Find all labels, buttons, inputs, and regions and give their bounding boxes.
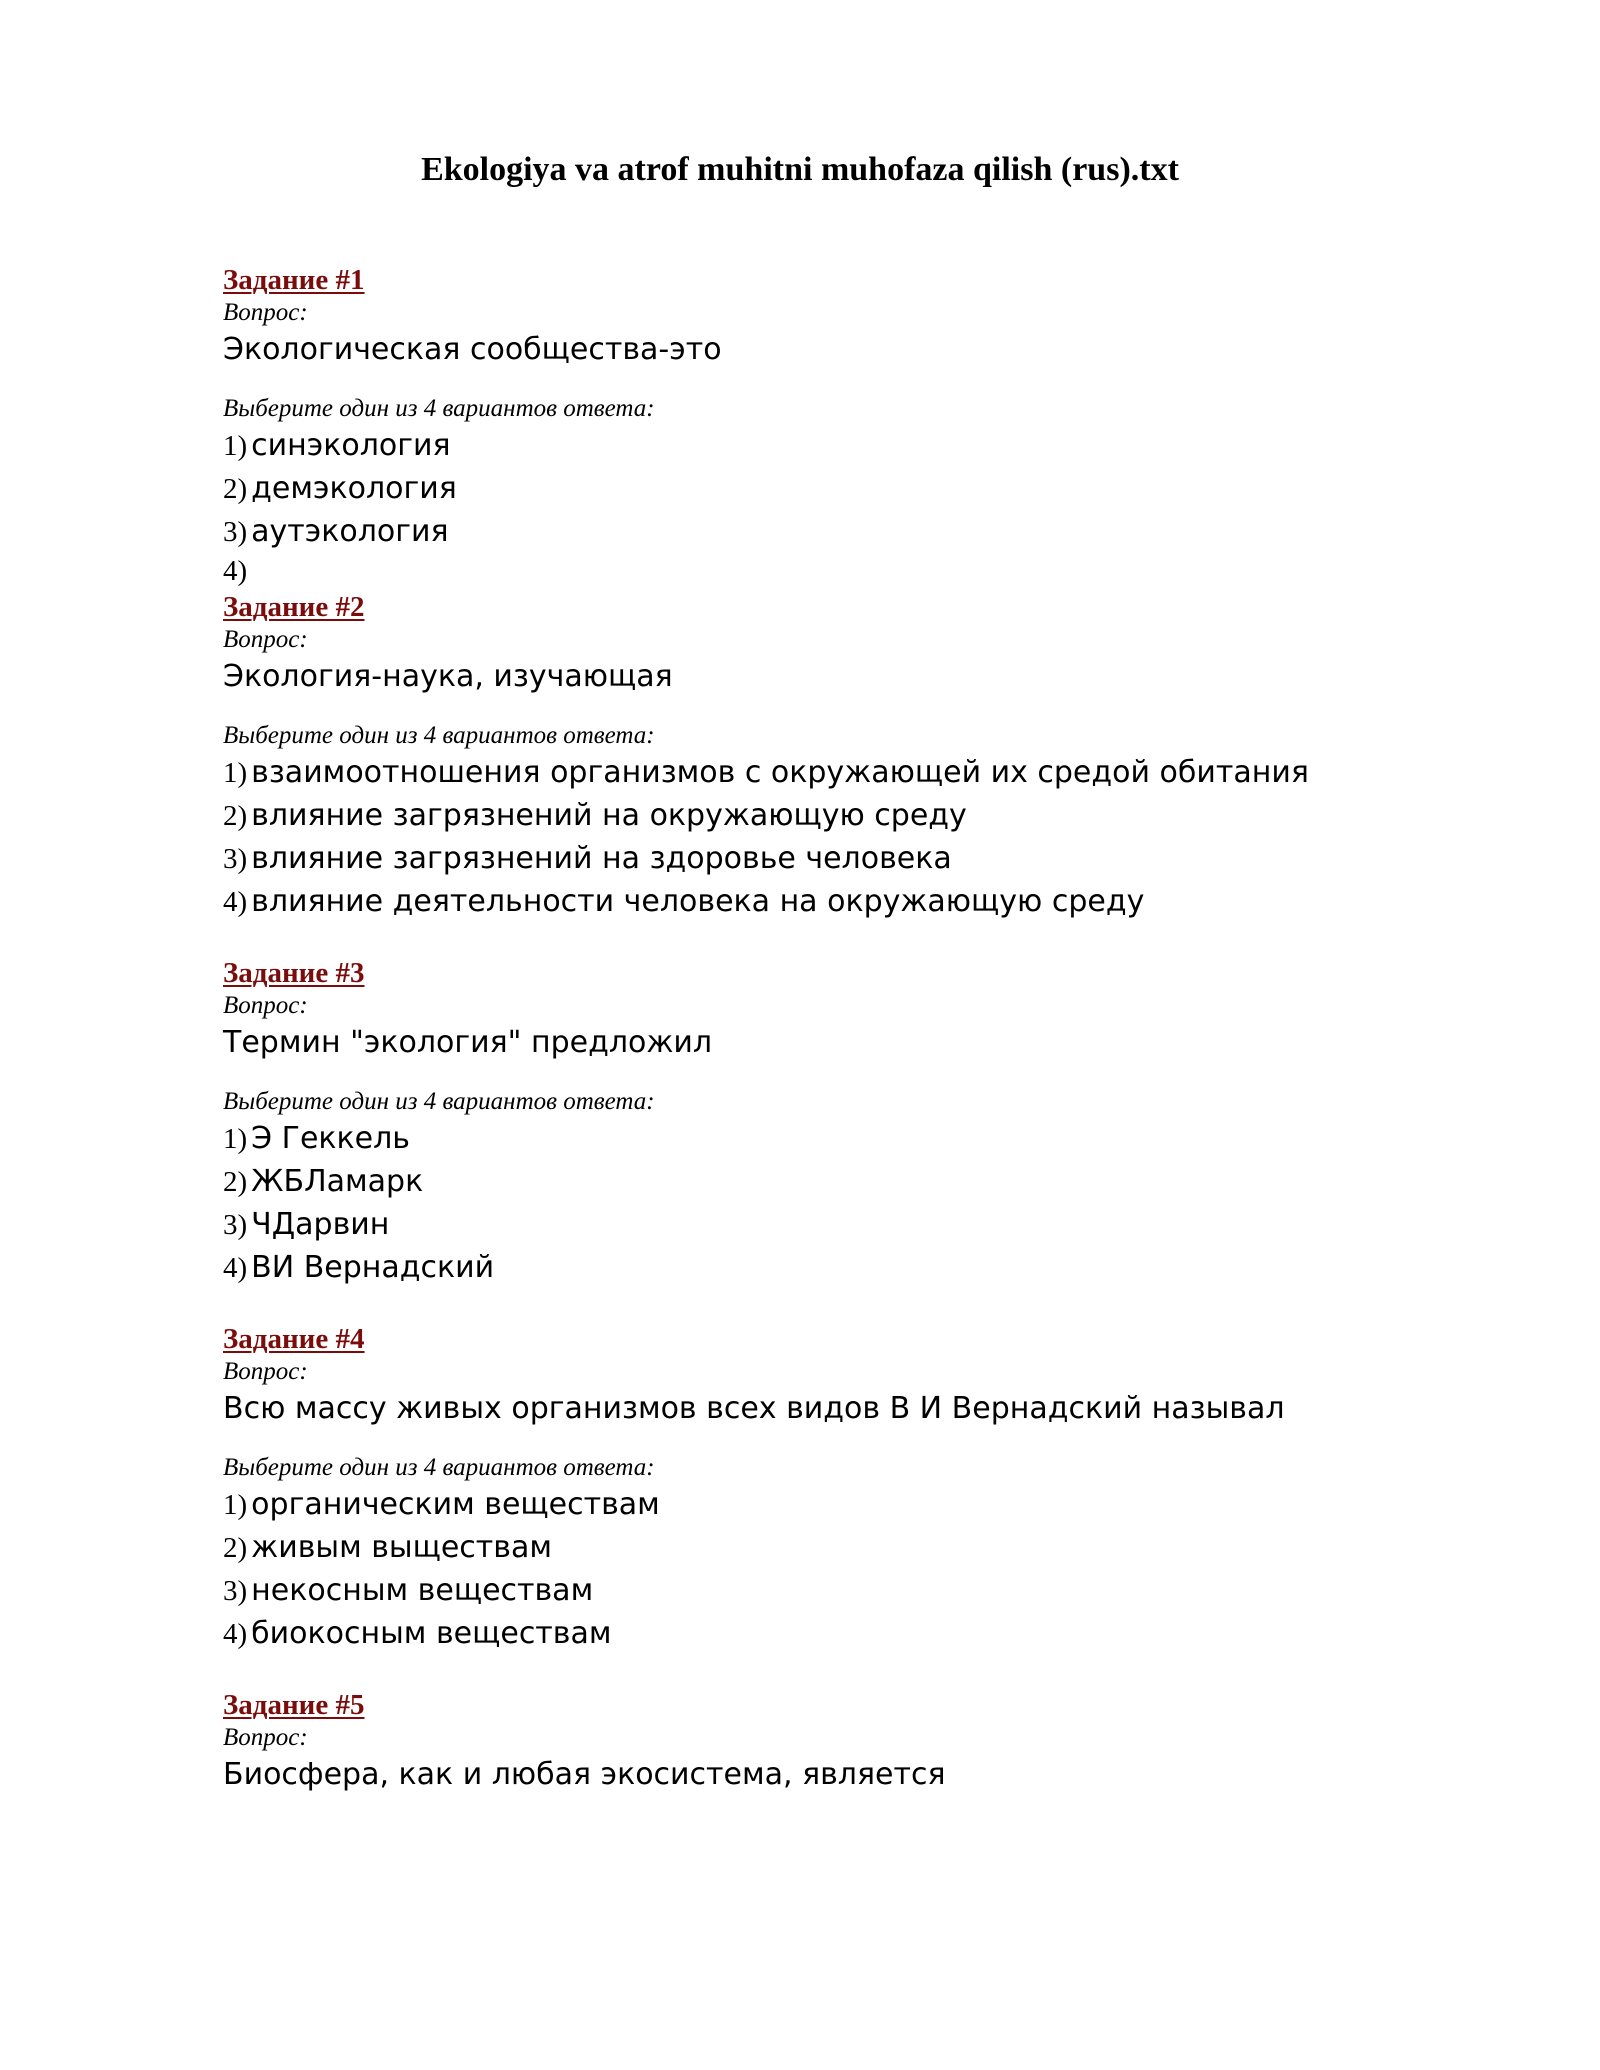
answer-option [223, 467, 1403, 510]
question-text: Термин "экология" предложил [223, 1025, 713, 1060]
option-text: ВИ Вернадский [251, 1250, 495, 1285]
question-label: Вопрос: [223, 1724, 308, 1751]
answer-options [223, 751, 1403, 923]
option-text: биокосным веществам [251, 1616, 612, 1651]
answer-option [223, 1483, 1403, 1526]
task-heading: Задание #3 [223, 957, 365, 989]
option-number: 2) [223, 1166, 248, 1198]
option-number: 3) [223, 843, 248, 875]
option-number: 3) [223, 516, 248, 548]
question-text: Экология-наука, изучающая [223, 659, 673, 694]
option-text: живым выществам [251, 1530, 552, 1565]
task-4 [223, 1321, 1403, 1655]
answer-option [223, 1246, 1403, 1289]
option-number: 4) [223, 1618, 248, 1650]
question-text: Всю массу живых организмов всех видов В И Вернадский называл [223, 1391, 1285, 1426]
task-5 [223, 1687, 1403, 1797]
option-text: ЧДарвин [251, 1207, 390, 1242]
option-number: 2) [223, 800, 248, 832]
question-label: Вопрос: [223, 299, 308, 326]
answer-option [223, 794, 1403, 837]
answer-option [223, 837, 1403, 880]
task-heading: Задание #5 [223, 1689, 365, 1721]
question-text: Биосфера, как и любая экосистема, является [223, 1757, 946, 1792]
option-number: 4) [223, 555, 248, 587]
answer-options [223, 424, 1403, 589]
option-number: 1) [223, 1489, 248, 1521]
answer-options [223, 1117, 1403, 1289]
option-number: 1) [223, 1123, 248, 1155]
answer-option [223, 1569, 1403, 1612]
question-label: Вопрос: [223, 992, 308, 1019]
task-1 [223, 262, 1403, 589]
option-text: влияние деятельности человека на окружающую среду [251, 884, 1145, 919]
document-content [223, 262, 1403, 1797]
option-text: влияние загрязнений на здоровье человека [251, 841, 952, 876]
option-text: взаимоотношения организмов с окружающей их средой обитания [251, 755, 1309, 790]
answer-option [223, 751, 1403, 794]
option-text: синэкология [251, 428, 451, 463]
answer-option [223, 1526, 1403, 1569]
answer-option [223, 1612, 1403, 1655]
option-number: 3) [223, 1575, 248, 1607]
task-spacer [223, 1655, 1403, 1687]
option-text: ЖБЛамарк [251, 1164, 424, 1199]
option-text: некосным веществам [251, 1573, 594, 1608]
task-spacer [223, 923, 1403, 955]
document-title: Ekologiya va atrof muhitni muhofaza qilish (rus).txt [421, 151, 1179, 188]
answer-option [223, 510, 1403, 553]
question-text: Экологическая сообщества-это [223, 332, 722, 367]
option-number: 3) [223, 1209, 248, 1241]
task-spacer [223, 1289, 1403, 1321]
answer-prompt: Выберите один из 4 вариантов ответа: [223, 1454, 655, 1481]
task-heading: Задание #1 [223, 264, 365, 296]
question-label: Вопрос: [223, 1358, 308, 1385]
answer-prompt: Выберите один из 4 вариантов ответа: [223, 1088, 655, 1115]
task-2 [223, 589, 1403, 923]
option-text: влияние загрязнений на окружающую среду [251, 798, 967, 833]
task-heading: Задание #2 [223, 591, 365, 623]
answer-option [223, 880, 1403, 923]
answer-option [223, 1117, 1403, 1160]
option-text: демэкология [251, 471, 457, 506]
answer-options [223, 1483, 1403, 1655]
task-heading: Задание #4 [223, 1323, 365, 1355]
answer-option [223, 553, 1403, 589]
task-3 [223, 955, 1403, 1289]
option-text: Э Геккель [251, 1121, 410, 1156]
answer-prompt: Выберите один из 4 вариантов ответа: [223, 395, 655, 422]
answer-option [223, 1203, 1403, 1246]
option-number: 1) [223, 430, 248, 462]
option-text: органическим веществам [251, 1487, 660, 1522]
option-number: 4) [223, 886, 248, 918]
option-number: 1) [223, 757, 248, 789]
answer-prompt: Выберите один из 4 вариантов ответа: [223, 722, 655, 749]
option-number: 2) [223, 473, 248, 505]
question-label: Вопрос: [223, 626, 308, 653]
option-text: аутэкология [251, 514, 449, 549]
option-number: 4) [223, 1252, 248, 1284]
answer-option [223, 424, 1403, 467]
answer-option [223, 1160, 1403, 1203]
option-number: 2) [223, 1532, 248, 1564]
